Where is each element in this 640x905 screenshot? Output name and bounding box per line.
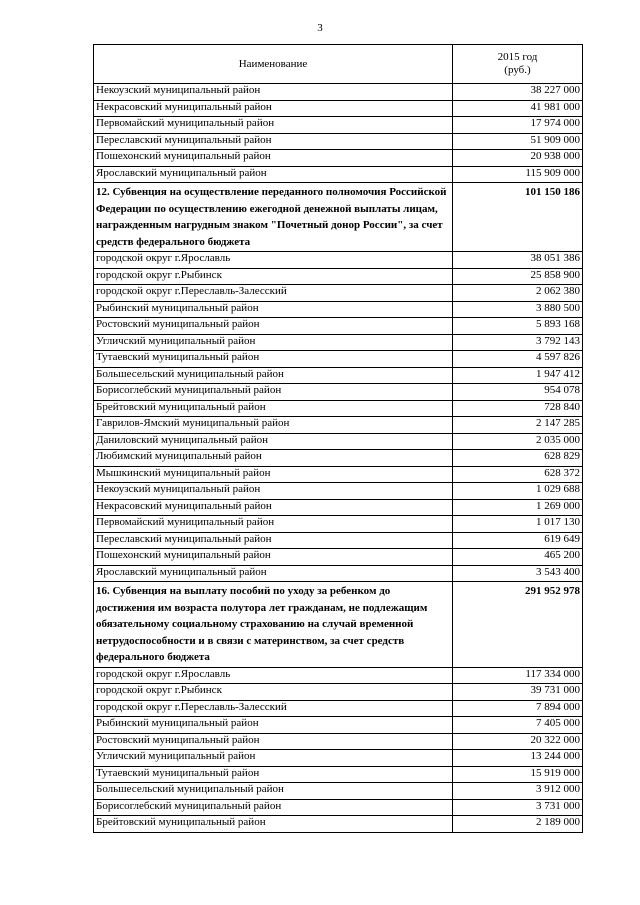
- table-row: [94, 565, 583, 582]
- row-name: Переславский муниципальный район: [94, 532, 453, 549]
- row-value: 17 974 000: [453, 117, 583, 134]
- row-value: 628 372: [453, 466, 583, 483]
- table-section-row: [94, 582, 583, 668]
- table-row: [94, 499, 583, 516]
- table-row: [94, 549, 583, 566]
- table-row: [94, 667, 583, 684]
- row-name: Гаврилов-Ямский муниципальный район: [94, 417, 453, 434]
- section-total: 101 150 186: [453, 183, 583, 252]
- row-value: 7 894 000: [453, 700, 583, 717]
- table-row: [94, 700, 583, 717]
- row-value: 1 029 688: [453, 483, 583, 500]
- row-name: Тутаевский муниципальный район: [94, 766, 453, 783]
- table-row: [94, 133, 583, 150]
- table-row: [94, 84, 583, 101]
- table-row: [94, 150, 583, 167]
- row-name: Пошехонский муниципальный район: [94, 150, 453, 167]
- row-name: Некоузский муниципальный район: [94, 84, 453, 101]
- page-number: 3: [317, 22, 323, 34]
- table-row: [94, 450, 583, 467]
- table-row: [94, 384, 583, 401]
- row-name: Борисоглебский муниципальный район: [94, 384, 453, 401]
- row-value: 115 909 000: [453, 166, 583, 183]
- section-title: 12. Субвенция на осуществление переданного полномочия Российской Федерации по осуществлению ежегодной денежной выплаты лицам, награжденным нагрудным знаком "Почетный донор России", за счет средств федерального бюджета: [94, 183, 453, 252]
- row-name: Борисоглебский муниципальный район: [94, 799, 453, 816]
- row-name: Угличский муниципальный район: [94, 750, 453, 767]
- row-value: 13 244 000: [453, 750, 583, 767]
- row-name: Брейтовский муниципальный район: [94, 816, 453, 833]
- row-value: 38 051 386: [453, 252, 583, 269]
- row-value: 1 269 000: [453, 499, 583, 516]
- row-name: Ростовский муниципальный район: [94, 318, 453, 335]
- row-value: 117 334 000: [453, 667, 583, 684]
- row-name: Брейтовский муниципальный район: [94, 400, 453, 417]
- row-name: Ростовский муниципальный район: [94, 733, 453, 750]
- table-body: [94, 84, 583, 833]
- row-value: 7 405 000: [453, 717, 583, 734]
- table-row: [94, 400, 583, 417]
- row-value: 628 829: [453, 450, 583, 467]
- row-value: 1 017 130: [453, 516, 583, 533]
- table-row: [94, 268, 583, 285]
- row-name: Большесельский муниципальный район: [94, 783, 453, 800]
- column-header-year-line1: 2015 год: [497, 51, 538, 63]
- table-row: [94, 766, 583, 783]
- row-value: 619 649: [453, 532, 583, 549]
- row-name: городской округ г.Ярославль: [94, 667, 453, 684]
- row-name: Тутаевский муниципальный район: [94, 351, 453, 368]
- row-name: Рыбинский муниципальный район: [94, 301, 453, 318]
- row-value: 2 035 000: [453, 433, 583, 450]
- row-value: 465 200: [453, 549, 583, 566]
- row-name: Переславский муниципальный район: [94, 133, 453, 150]
- column-header-year-line2: (руб.): [504, 64, 531, 76]
- row-value: 728 840: [453, 400, 583, 417]
- row-name: Рыбинский муниципальный район: [94, 717, 453, 734]
- row-name: Ярославский муниципальный район: [94, 565, 453, 582]
- row-value: 20 322 000: [453, 733, 583, 750]
- table-row: [94, 750, 583, 767]
- row-value: 3 912 000: [453, 783, 583, 800]
- row-name: Угличский муниципальный район: [94, 334, 453, 351]
- table-row: [94, 733, 583, 750]
- table-row: [94, 799, 583, 816]
- table-row: [94, 252, 583, 269]
- table-section-row: [94, 183, 583, 252]
- row-name: Любимский муниципальный район: [94, 450, 453, 467]
- column-header-name: Наименование: [94, 45, 453, 84]
- table-row: [94, 466, 583, 483]
- table-row: [94, 334, 583, 351]
- row-value: 2 189 000: [453, 816, 583, 833]
- table-row: [94, 684, 583, 701]
- row-name: Мышкинский муниципальный район: [94, 466, 453, 483]
- row-name: Некрасовский муниципальный район: [94, 499, 453, 516]
- row-value: 39 731 000: [453, 684, 583, 701]
- row-name: Некоузский муниципальный район: [94, 483, 453, 500]
- row-value: 3 792 143: [453, 334, 583, 351]
- row-name: городской округ г.Рыбинск: [94, 268, 453, 285]
- table-header-row: [94, 45, 583, 84]
- table-row: [94, 301, 583, 318]
- budget-table: [93, 44, 583, 833]
- row-name: Некрасовский муниципальный район: [94, 100, 453, 117]
- row-value: 4 597 826: [453, 351, 583, 368]
- table-row: [94, 166, 583, 183]
- table-row: [94, 516, 583, 533]
- row-name: Большесельский муниципальный район: [94, 367, 453, 384]
- row-name: Первомайский муниципальный район: [94, 117, 453, 134]
- column-header-year: [453, 45, 583, 84]
- row-name: городской округ г.Переславль-Залесский: [94, 700, 453, 717]
- row-value: 38 227 000: [453, 84, 583, 101]
- table-row: [94, 318, 583, 335]
- row-name: Даниловский муниципальный район: [94, 433, 453, 450]
- row-value: 1 947 412: [453, 367, 583, 384]
- section-total: 291 952 978: [453, 582, 583, 668]
- table-row: [94, 783, 583, 800]
- row-value: 954 078: [453, 384, 583, 401]
- table-row: [94, 117, 583, 134]
- table-row: [94, 532, 583, 549]
- row-value: 2 147 285: [453, 417, 583, 434]
- row-name: Пошехонский муниципальный район: [94, 549, 453, 566]
- row-name: Первомайский муниципальный район: [94, 516, 453, 533]
- row-value: 2 062 380: [453, 285, 583, 302]
- row-name: Ярославский муниципальный район: [94, 166, 453, 183]
- table-row: [94, 367, 583, 384]
- table-row: [94, 417, 583, 434]
- row-value: 5 893 168: [453, 318, 583, 335]
- row-value: 41 981 000: [453, 100, 583, 117]
- row-value: 25 858 900: [453, 268, 583, 285]
- row-value: 3 880 500: [453, 301, 583, 318]
- table-row: [94, 816, 583, 833]
- section-title: 16. Субвенция на выплату пособий по уходу за ребенком до достижения им возраста полутора лет гражданам, не подлежащим обязательному социальному страхованию на случай временной нетрудоспособности и в связи с материнством, за счет средств федерального бюджета: [94, 582, 453, 668]
- row-name: городской округ г.Ярославль: [94, 252, 453, 269]
- row-name: городской округ г.Переславль-Залесский: [94, 285, 453, 302]
- row-value: 51 909 000: [453, 133, 583, 150]
- row-value: 15 919 000: [453, 766, 583, 783]
- table-row: [94, 433, 583, 450]
- row-value: 3 543 400: [453, 565, 583, 582]
- table-row: [94, 483, 583, 500]
- table-row: [94, 351, 583, 368]
- row-value: 3 731 000: [453, 799, 583, 816]
- table-row: [94, 100, 583, 117]
- row-name: городской округ г.Рыбинск: [94, 684, 453, 701]
- row-value: 20 938 000: [453, 150, 583, 167]
- table-row: [94, 717, 583, 734]
- table-row: [94, 285, 583, 302]
